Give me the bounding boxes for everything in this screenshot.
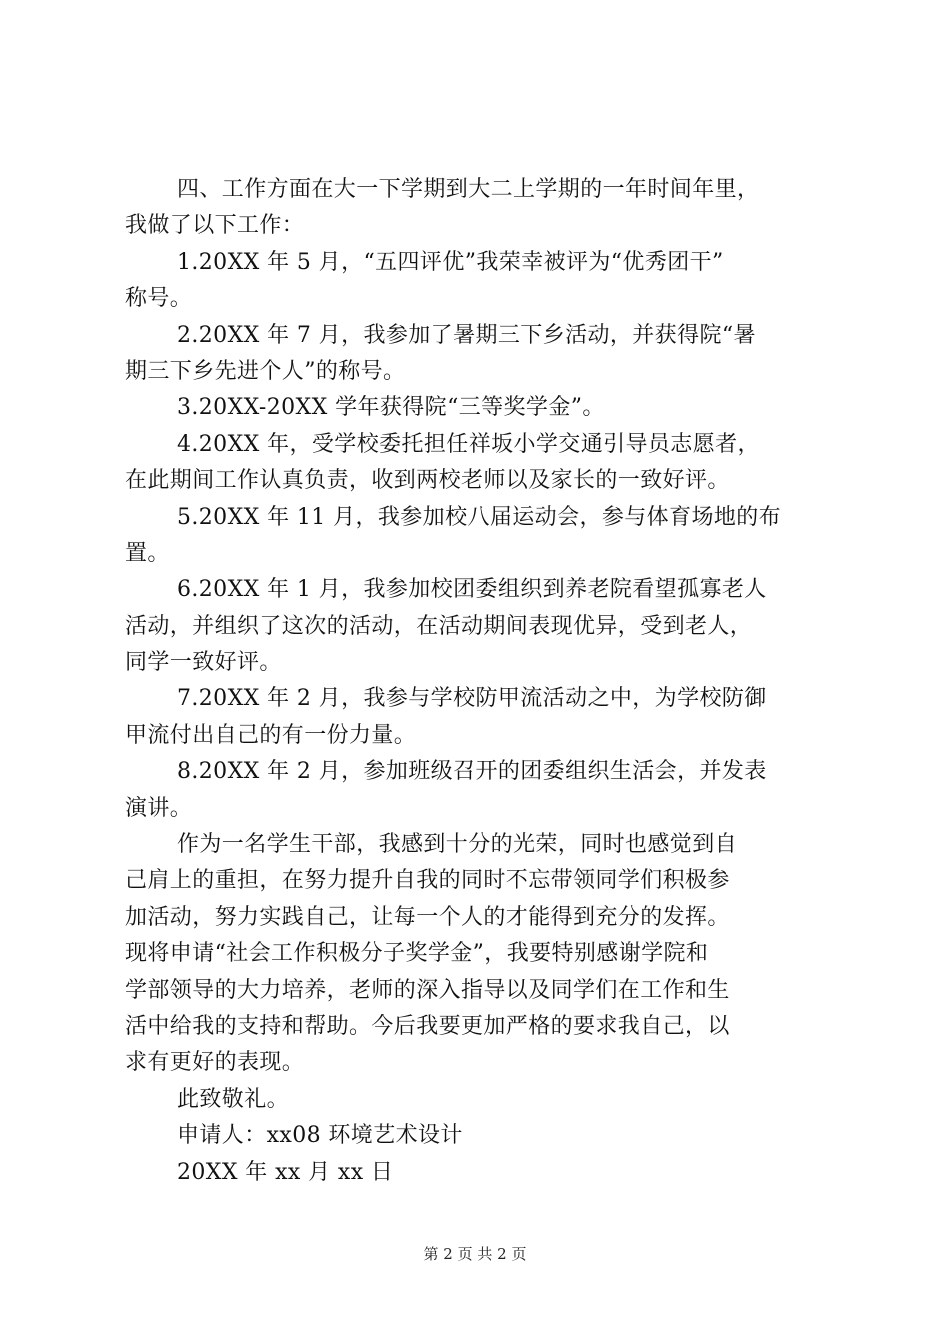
document-body [125,172,835,1191]
text-line: 四、工作方面在大一下学期到大二上学期的一年时间年里， [177,177,760,202]
text-line: 现将申请“社会工作积极分子奖学金”，我要特别感谢学院和 [125,941,709,967]
text-line: 作为一名学生干部，我感到十分的光荣，同时也感觉到自 [177,832,738,858]
text-line: 6.20XX 年 1 月，我参加校团委组织到养老院看望孤寡老人 [177,577,767,603]
text-line: 此致敬礼。 [177,1086,290,1112]
text-line: 4.20XX 年，受学校委托担任祥坂小学交通引导员志愿者， [177,431,760,457]
text-line: 求有更好的表现。 [125,1050,305,1076]
text-line: 学部领导的大力培养，老师的深入指导以及同学们在工作和生 [125,977,730,1003]
text-line: 期三下乡先进个人”的称号。 [125,358,406,384]
text-line: 称号。 [125,286,193,312]
text-line: 8.20XX 年 2 月，参加班级召开的团委组织生活会，并发表 [177,759,767,785]
page-footer: 第 2 页 共 2 页 [423,1245,527,1263]
text-line: 在此期间工作认真负责，收到两校老师以及家长的一致好评。 [125,468,730,494]
text-line: 20XX 年 xx 月 xx 日 [177,1159,394,1185]
text-line: 甲流付出自己的有一份力量。 [125,722,417,748]
text-line: 申请人：xx08 环境艺术设计 [177,1123,463,1149]
text-line: 2.20XX 年 7 月，我参加了暑期三下乡活动，并获得院“暑 [177,322,756,348]
text-line: 己肩上的重担，在努力提升自我的同时不忘带领同学们积极参 [125,868,730,894]
text-line: 1.20XX 年 5 月，“五四评优”我荣幸被评为“优秀团干” [177,249,724,275]
text-line: 我做了以下工作： [125,213,305,239]
text-line: 5.20XX 年 11 月，我参加校八届运动会，参与体育场地的布 [177,504,782,530]
text-line: 置。 [125,540,170,566]
text-line: 7.20XX 年 2 月，我参与学校防甲流活动之中，为学校防御 [177,686,767,712]
text-line: 同学一致好评。 [125,650,282,676]
text-line: 演讲。 [125,795,193,821]
text-line: 活中给我的支持和帮助。今后我要更加严格的要求我自己，以 [125,1013,730,1039]
text-line: 3.20XX-20XX 学年获得院“三等奖学金”。 [177,395,605,421]
text-line: 加活动，努力实践自己，让每一个人的才能得到充分的发挥。 [125,904,730,930]
text-line: 活动，并组织了这次的活动，在活动期间表现优异，受到老人， [125,613,753,639]
